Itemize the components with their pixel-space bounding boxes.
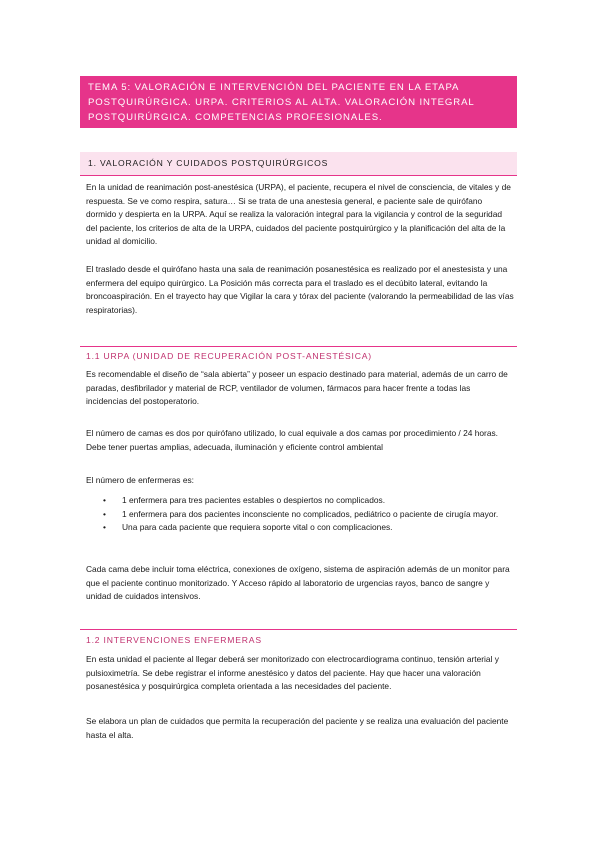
- nurse-ratio-list: [86, 494, 514, 535]
- section-1-1-paragraph-1: Es recomendable el diseño de “sala abierta” y poseer un espacio destinado para material, además de un carro de paradas, desfibrilador y material de RCP, ventilador de volumen, fármacos para hacer frente a todas las incidencias del postoperatorio.: [86, 369, 508, 406]
- section-1-2-top-rule: [80, 629, 517, 630]
- section-1-paragraph-1: En la unidad de reanimación post-anestésica (URPA), el paciente, recupera el nivel de consciencia, de vitales y de respuesta. Se ve como respira, satura… Si se trata de una anestesia general, e paciente sale de quirófano dormido y despierta en la URPA. Aquí se realiza la valoración integral para la vigilancia y control de la seguridad del paciente, los criterios de alta de la URPA, cuidados del paciente postquirúrgico y la planificación del alta de la unidad al domicilio.: [86, 182, 511, 246]
- list-item: • 1 enfermera para tres pacientes estables o despiertos no complicados.: [86, 494, 514, 508]
- section-1-heading-text: 1. VALORACIÓN Y CUIDADOS POSTQUIRÚRGICOS: [88, 158, 329, 168]
- topic-title: TEMA 5: VALORACIÓN E INTERVENCIÓN DEL PACIENTE EN LA ETAPA POSTQUIRÚRGICA. URPA. CRITERIOS AL ALTA. VALORACIÓN INTEGRAL POSTQUIRÚRGICA. COMPETENCIAS PROFESIONALES.: [88, 82, 475, 123]
- list-item: • 1 enfermera para dos pacientes inconsciente no complicados, pediátrico o paciente de cirugía mayor.: [86, 508, 514, 522]
- section-1-1-top-rule: [80, 346, 517, 347]
- nurses-count-intro: El número de enfermeras es:: [86, 475, 194, 485]
- bullet-icon: •: [103, 508, 106, 519]
- bullet-icon: •: [103, 522, 106, 532]
- section-1-paragraph-2: El traslado desde el quirófano hasta una sala de reanimación posanestésica es realizado por el anestesista y una enfermera del equipo quirúrgico. La Posición más correcta para el traslado es el decúbito lateral, evitando la broncoaspiración. En el trayecto hay que Vigilar la cara y tórax del paciente (valorando la permeabilidad de las vías respiratorias).: [86, 264, 514, 315]
- section-1-heading: [80, 152, 517, 176]
- section-1-1-heading: 1.1 URPA (UNIDAD DE RECUPERACIÓN POST-ANESTÉSICA): [86, 351, 372, 361]
- section-1-2-paragraph-1: En esta unidad el paciente al llegar deberá ser monitorizado con electrocardiograma continuo, tensión arterial y pulsioximetría. Se debe registrar el informe anestésico y datos del paciente. Hay que hacer una valoración posanestésica y posquirúrgica completa orientada a las necesidades del paciente.: [86, 654, 499, 691]
- section-1-2-paragraph-2: Se elabora un plan de cuidados que permita la recuperación del paciente y se realiza una evaluación del paciente hasta el alta.: [86, 716, 509, 740]
- list-item: • Una para cada paciente que requiera soporte vital o con complicaciones.: [86, 521, 514, 535]
- topic-banner: [80, 76, 517, 128]
- section-1-1-paragraph-4: Cada cama debe incluir toma eléctrica, conexiones de oxígeno, sistema de aspiración además de un monitor para que el paciente continuo monitorizado. Y Acceso rápido al laboratorio de urgencias rayos, banco de sangre y unidad de cuidados intensivos.: [86, 564, 510, 601]
- section-1-1-paragraph-2: El número de camas es dos por quirófano utilizado, lo cual equivale a dos camas por procedimiento / 24 horas. Debe tener puertas amplias, adecuada, iluminación y eficiente control ambiental: [86, 428, 499, 452]
- bullet-icon: •: [103, 495, 106, 505]
- section-1-2-heading: 1.2 INTERVENCIONES ENFERMERAS: [86, 635, 262, 645]
